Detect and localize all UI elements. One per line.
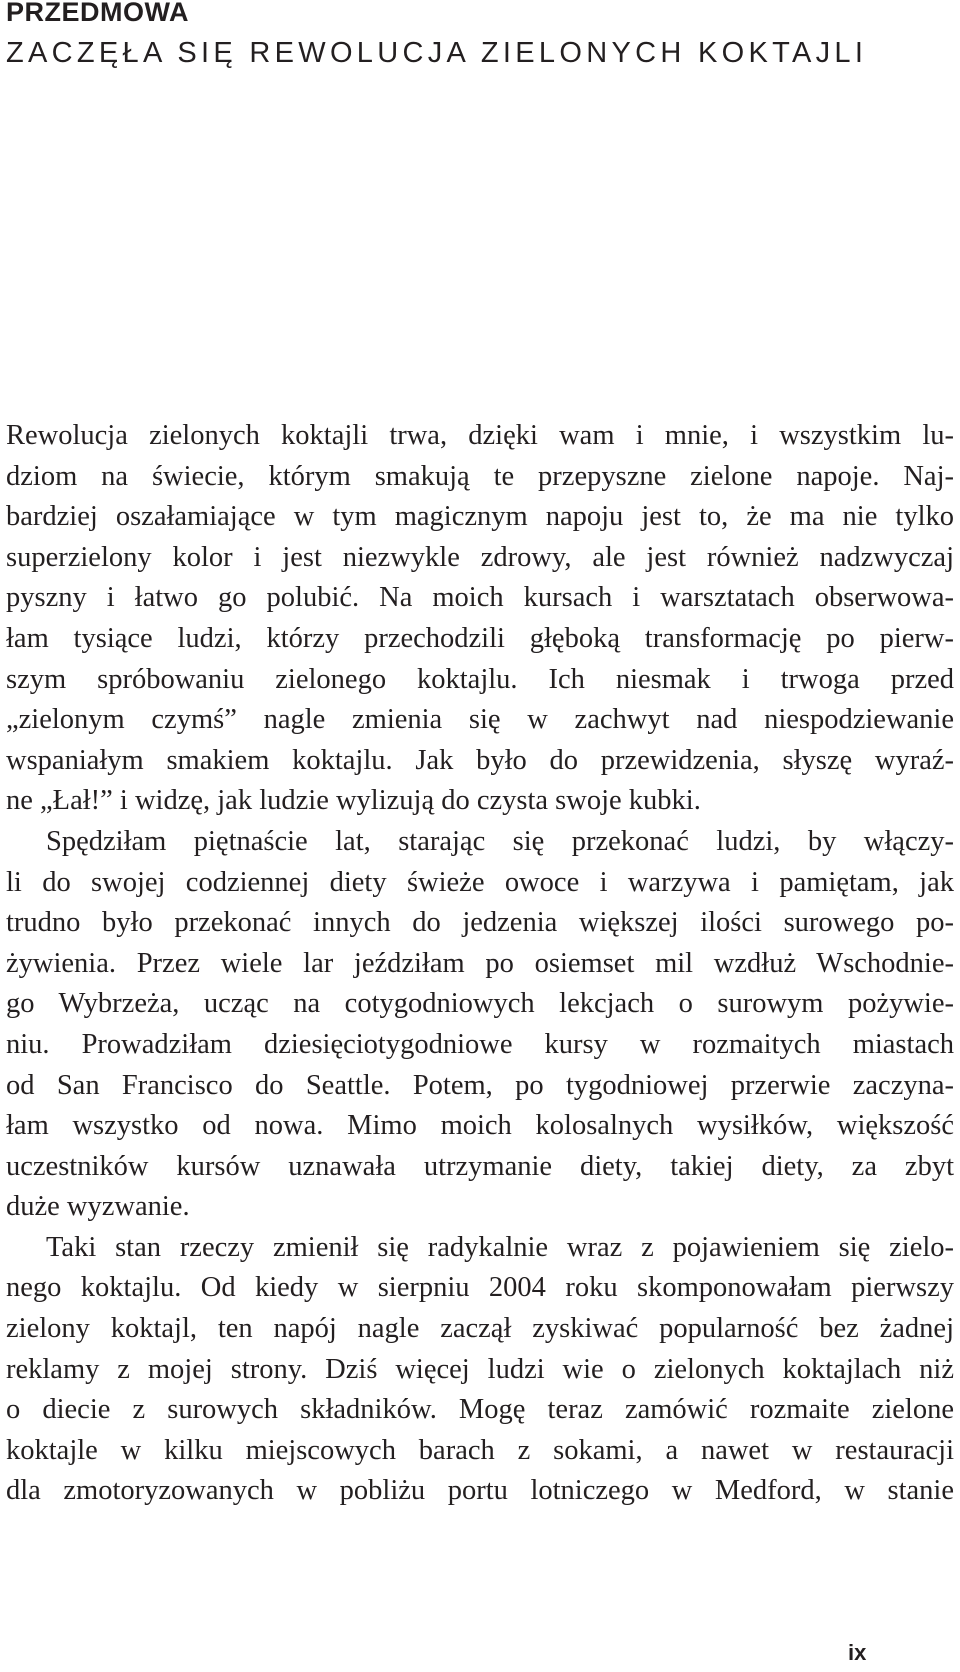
body-text (6, 416, 954, 1512)
text-line: dziom na świecie, którym smakują te przepyszne zielone napoje. Naj- (6, 460, 954, 492)
text-line: Taki stan rzeczy zmienił się radykalnie wraz z pojawieniem się zielo- (46, 1231, 954, 1263)
text-line: trudno było przekonać innych do jedzenia większej ilości surowego po- (6, 907, 954, 939)
paragraph (6, 822, 954, 1228)
text-line: łam wszystko od nowa. Mimo moich kolosalnych wysiłków, większość (6, 1110, 954, 1142)
text-line: „zielonym czymś” nagle zmienia się w zachwyt nad niespodziewanie (6, 704, 954, 736)
page-number: ix (848, 1640, 867, 1665)
text-line: niu. Prowadziłam dziesięciotygodniowe kursy w rozmaitych miastach (6, 1028, 954, 1060)
text-line: wspaniałym smakiem koktajlu. Jak było do przewidzenia, słyszę wyraź- (6, 744, 954, 776)
text-line: koktajle w kilku miejscowych barach z sokami, a nawet w restauracji (6, 1434, 954, 1466)
section-label: PRZEDMOWA (6, 0, 189, 27)
text-line: żywienia. Przez wiele lar jeździłam po osiemset mil wzdłuż Wschodnie- (6, 947, 954, 979)
text-line: bardziej oszałamiające w tym magicznym napoju jest to, że ma nie tylko (6, 501, 954, 533)
text-line: ne „Łał!” i widzę, jak ludzie wylizują do czysta swoje kubki. (6, 785, 701, 817)
text-line: szym spróbowaniu zielonego koktajlu. Ich niesmak i trwoga przed (6, 663, 954, 695)
text-line: superzielony kolor i jest niezwykle zdrowy, ale jest również nadzwyczaj (6, 541, 954, 573)
text-line: łam tysiące ludzi, którzy przechodzili głęboką transformację po pierw- (6, 622, 954, 654)
text-line: od San Francisco do Seattle. Potem, po tygodniowej przerwie zaczyna- (6, 1069, 954, 1101)
text-line: li do swojej codziennej diety świeże owoce i warzywa i pamiętam, jak (6, 866, 954, 898)
text-line: duże wyzwanie. (6, 1191, 190, 1223)
text-line: Rewolucja zielonych koktajli trwa, dzięki wam i mnie, i wszystkim lu- (6, 420, 954, 451)
chapter-title: ZACZĘŁA SIĘ REWOLUCJA ZIELONYCH KOKTAJLI (6, 37, 868, 69)
paragraph (6, 1228, 954, 1512)
text-line: o diecie z surowych składników. Mogę teraz zamówić rozmaite zielone (6, 1394, 954, 1426)
text-line: Spędziłam piętnaście lat, starając się przekonać ludzi, by włączy- (46, 825, 954, 857)
text-line: go Wybrzeża, ucząc na cotygodniowych lekcjach o surowym pożywie- (6, 988, 954, 1020)
text-line: pyszny i łatwo go polubić. Na moich kursach i warsztatach obserwowa- (6, 582, 954, 614)
text-line: nego koktajlu. Od kiedy w sierpniu 2004 roku skomponowałam pierwszy (6, 1272, 954, 1304)
text-line: uczestników kursów uznawała utrzymanie diety, takiej diety, za zbyt (6, 1150, 954, 1182)
text-line: dla zmotoryzowanych w pobliżu portu lotniczego w Medford, w stanie (6, 1475, 954, 1507)
text-line: zielony koktajl, ten napój nagle zaczął zyskiwać popularność bez żadnej (6, 1313, 954, 1345)
paragraph (6, 416, 954, 822)
text-line: reklamy z mojej strony. Dziś więcej ludzi wie o zielonych koktajlach niż (6, 1353, 954, 1385)
